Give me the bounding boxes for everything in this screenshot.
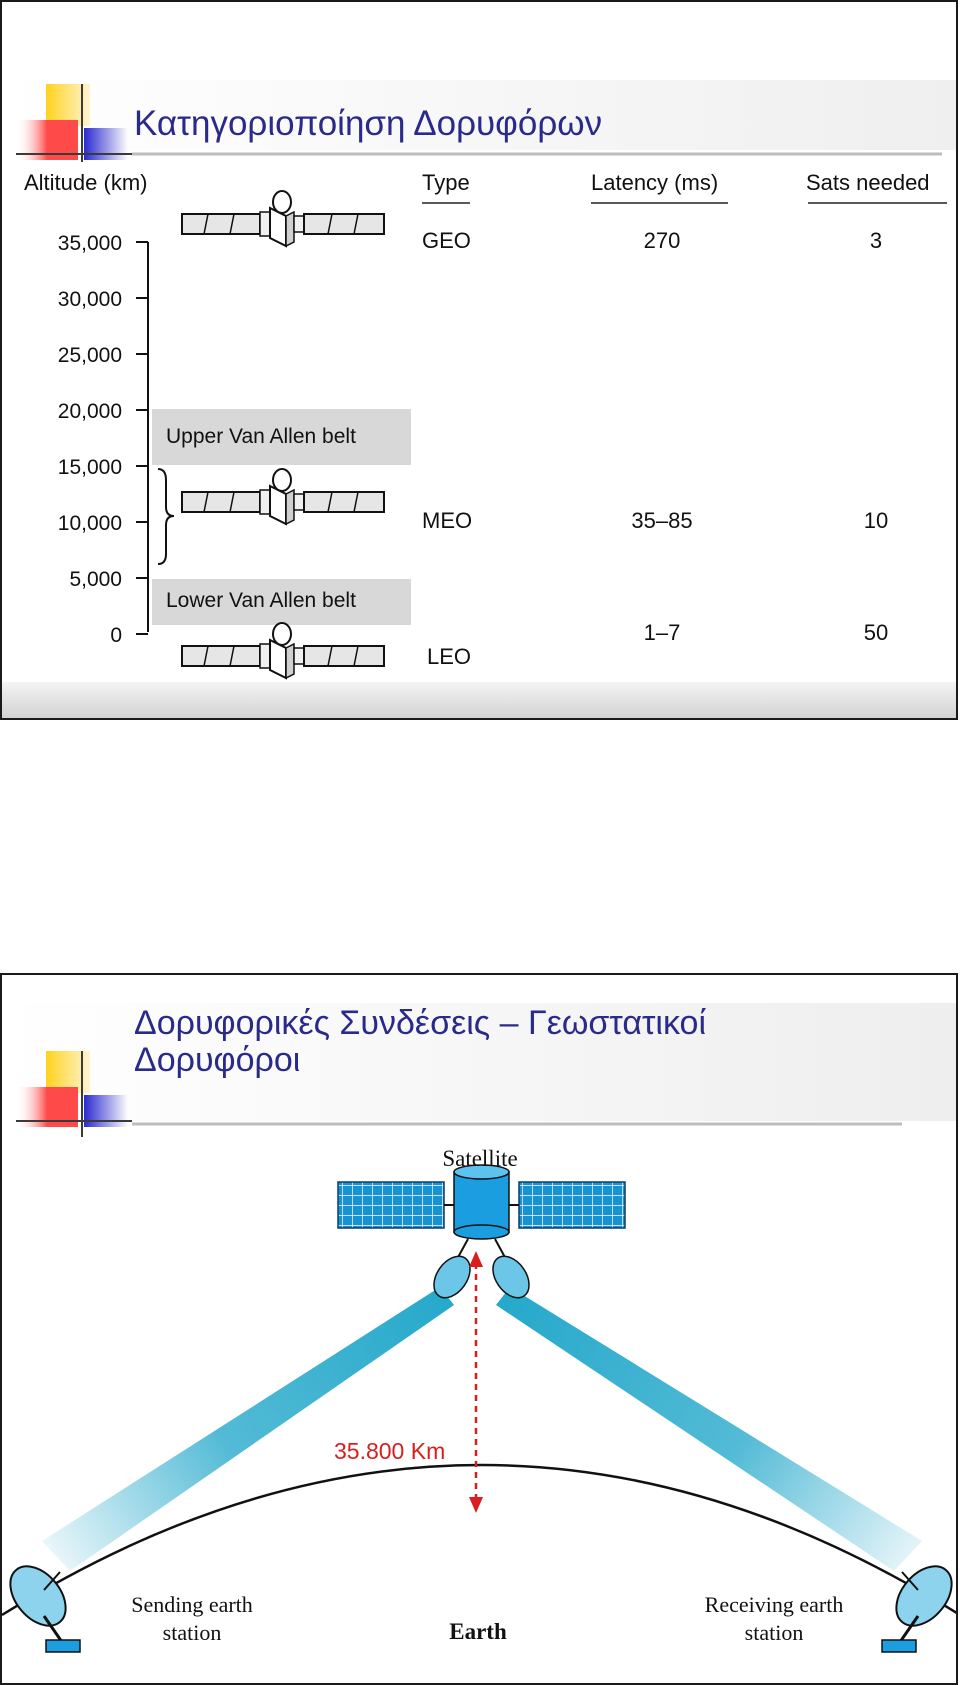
- arrow-up-icon: [469, 1251, 483, 1267]
- tick-label: 35,000: [57, 232, 122, 255]
- sending-station-dish-icon: [2, 1556, 80, 1652]
- header-sats-needed: Sats needed: [806, 170, 930, 195]
- orbit-diagram: [2, 2, 958, 720]
- title-line-2: Δορυφόροι: [134, 1040, 301, 1079]
- earth-label: Earth: [449, 1619, 507, 1644]
- tick-label: 20,000: [57, 400, 122, 423]
- satellite-body: [454, 1172, 509, 1232]
- orbit-type-geo: GEO: [422, 228, 471, 253]
- geostationary-satellite-icon: [338, 1165, 625, 1304]
- orbit-latency-meo: 35–85: [631, 508, 693, 533]
- tick-label: 30,000: [57, 288, 122, 311]
- left-solar-panel: [338, 1182, 444, 1228]
- orbit-type-meo: MEO: [422, 508, 473, 533]
- slide-geostationary-links: [0, 973, 958, 1685]
- satellite-label: Satellite: [442, 1146, 518, 1171]
- orbit-sats-geo: 3: [869, 228, 883, 253]
- orbit-type-leo: LEO: [427, 644, 472, 669]
- tick-label: 0: [110, 624, 122, 647]
- orbit-sats-leo: 50: [863, 620, 889, 645]
- right-dish-antenna-icon: [486, 1250, 537, 1305]
- downlink-beam: [496, 1287, 922, 1571]
- arrow-down-icon: [469, 1497, 483, 1513]
- header-altitude: Altitude (km): [24, 170, 148, 195]
- slide-satellite-classification: [0, 0, 958, 720]
- sending-station-label-2: station: [162, 1620, 222, 1645]
- tick-label: 5,000: [69, 568, 122, 591]
- receiving-station-label-2: station: [744, 1620, 804, 1645]
- sending-station-label-1: Sending earth: [131, 1592, 253, 1617]
- header-type: Type: [422, 170, 470, 195]
- orbit-sats-meo: 10: [863, 508, 889, 533]
- tick-label: 15,000: [57, 456, 122, 479]
- tick-label: 25,000: [57, 344, 122, 367]
- lower-belt-label: Lower Van Allen belt: [166, 589, 356, 612]
- orbit-latency-leo: 1–7: [643, 620, 681, 645]
- header-latency: Latency (ms): [591, 170, 719, 195]
- upper-belt-label: Upper Van Allen belt: [166, 425, 356, 448]
- tick-label: 10,000: [57, 512, 122, 535]
- uplink-beam: [42, 1287, 454, 1571]
- receiving-station-label-1: Receiving earth: [704, 1592, 844, 1617]
- page-title: Κατηγοριοποίηση Δορυφόρων: [134, 104, 603, 143]
- orbit-latency-geo: 270: [643, 228, 681, 253]
- title-line-1: Δορυφορικές Συνδέσεις – Γεωστατικοί: [134, 1004, 707, 1042]
- distance-label: 35.800 Km: [334, 1438, 446, 1464]
- geostationary-link-diagram: [2, 975, 958, 1685]
- right-solar-panel: [519, 1182, 625, 1228]
